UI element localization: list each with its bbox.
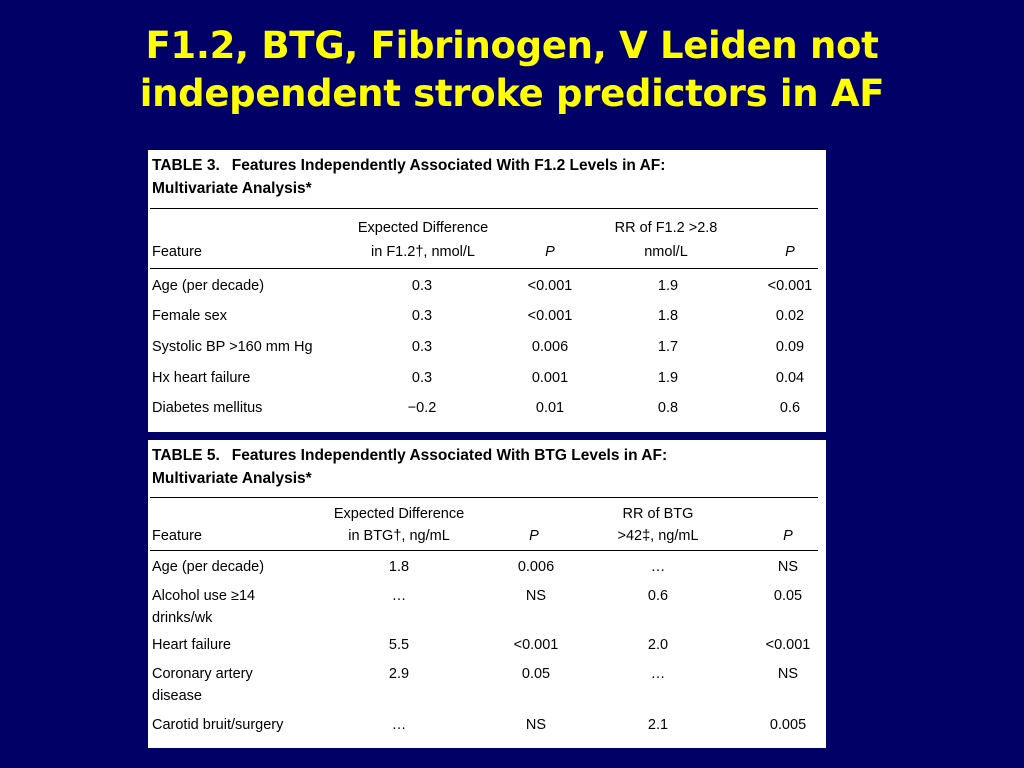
table-5-row-4-feature-cont: disease (152, 688, 202, 704)
table-5-header-feature: Feature (152, 528, 202, 544)
table-5-caption-line-1: Features Independently Associated With BTG Levels in AF: (231, 447, 668, 464)
table-5-row-1-p1: 0.006 (517, 559, 555, 575)
table-3-row-4-diff: 0.3 (411, 370, 433, 386)
table-5-header-rr-line-2: >42‡, ng/mL (617, 528, 699, 544)
table-5-row-2-rr: 0.6 (647, 588, 669, 604)
slide-title-line-1: F1.2, BTG, Fibrinogen, V Leiden not (145, 24, 879, 67)
table-5-header-p2: P (783, 528, 793, 544)
table-3-header-rr-line-1: RR of F1.2 >2.8 (614, 220, 718, 236)
table-5-label: TABLE 5. (152, 447, 220, 464)
table-5-panel (148, 440, 826, 748)
table-3-row-3-p2: 0.09 (775, 339, 805, 355)
table-5-row-3-diff: 5.5 (388, 637, 410, 653)
table-5-row-1-p2: NS (777, 559, 799, 575)
table-5-row-4-p2: NS (777, 666, 799, 682)
table-5-row-1-feature: Age (per decade) (152, 559, 265, 575)
table-3-caption-line-2: Multivariate Analysis* (152, 180, 312, 197)
table-5-row-5-feature: Carotid bruit/surgery (152, 717, 284, 733)
table-3-row-1-feature: Age (per decade) (152, 278, 265, 294)
table-3-row-2-p2: 0.02 (775, 308, 805, 324)
table-3-row-1-p2: <0.001 (767, 278, 813, 294)
table-3-header-p2: P (785, 244, 795, 260)
table-5-header-p1: P (529, 528, 539, 544)
table-3-row-5-rr: 0.8 (657, 400, 679, 416)
table-3-row-2-rr: 1.8 (657, 308, 679, 324)
table-5-row-3-feature: Heart failure (152, 637, 231, 653)
table-3-row-3-rr: 1.7 (657, 339, 679, 355)
table-3-row-1-rr: 1.9 (657, 278, 679, 294)
table-3-top-rule (150, 208, 818, 209)
table-5-top-rule (150, 497, 818, 498)
table-5-row-5-p2: 0.005 (769, 717, 807, 733)
table-3-row-5-p2: 0.6 (779, 400, 801, 416)
table-3-row-5-p1: 0.01 (535, 400, 565, 416)
table-5-row-3-p1: <0.001 (513, 637, 559, 653)
table-3-header-feature: Feature (152, 244, 202, 260)
table-5-header-diff-line-2: in BTG†, ng/mL (348, 528, 450, 544)
table-5-row-2-p2: 0.05 (773, 588, 803, 604)
table-5-row-2-feature-cont: drinks/wk (152, 610, 213, 626)
table-3-header-diff-line-2: in F1.2†, nmol/L (371, 244, 475, 260)
table-3-row-1-p1: <0.001 (527, 278, 573, 294)
table-3-label: TABLE 3. (152, 157, 220, 174)
table-5-row-4-feature: Coronary artery (152, 666, 253, 682)
table-5-row-2-p1: NS (525, 588, 547, 604)
table-5-caption-line-2: Multivariate Analysis* (152, 470, 312, 487)
table-3-row-3-p1: 0.006 (531, 339, 569, 355)
table-3-header-diff-line-1: Expected Difference (357, 220, 489, 236)
table-3-row-5-feature: Diabetes mellitus (152, 400, 263, 416)
table-3-row-5-diff: −0.2 (407, 400, 437, 416)
table-5-row-4-rr: … (650, 666, 666, 682)
table-3-row-3-diff: 0.3 (411, 339, 433, 355)
table-5-row-2-feature: Alcohol use ≥14 (152, 588, 256, 604)
table-5-caption (152, 444, 820, 490)
table-5-header-diff-line-1: Expected Difference (333, 506, 465, 522)
table-3-panel (148, 150, 826, 432)
slide-title (0, 22, 1024, 118)
table-3-row-2-feature: Female sex (152, 308, 227, 324)
table-3-header-rr-line-2: nmol/L (644, 244, 688, 260)
table-3-row-1-diff: 0.3 (411, 278, 433, 294)
table-3-caption-line-1: Features Independently Associated With F1.2 Levels in AF: (231, 157, 666, 174)
table-5-row-5-diff: … (391, 717, 407, 733)
table-5-row-3-rr: 2.0 (647, 637, 669, 653)
table-5-header-rule (150, 550, 818, 551)
table-5-row-5-rr: 2.1 (647, 717, 669, 733)
table-3-header-rule (150, 268, 818, 269)
table-3-row-2-p1: <0.001 (527, 308, 573, 324)
table-5-row-3-p2: <0.001 (765, 637, 811, 653)
table-5-row-4-diff: 2.9 (388, 666, 410, 682)
table-3-row-2-diff: 0.3 (411, 308, 433, 324)
table-3-row-4-rr: 1.9 (657, 370, 679, 386)
table-5-row-1-rr: … (650, 559, 666, 575)
table-5-row-4-p1: 0.05 (521, 666, 551, 682)
table-5-row-1-diff: 1.8 (388, 559, 410, 575)
table-5-row-2-diff: … (391, 588, 407, 604)
table-3-row-4-p1: 0.001 (531, 370, 569, 386)
table-5-row-5-p1: NS (525, 717, 547, 733)
table-3-row-4-feature: Hx heart failure (152, 370, 251, 386)
table-3-header-p1: P (545, 244, 555, 260)
slide-title-line-2: independent stroke predictors in AF (139, 72, 885, 115)
table-5-header-rr-line-1: RR of BTG (622, 506, 694, 522)
table-3-row-3-feature: Systolic BP >160 mm Hg (152, 339, 313, 355)
table-3-row-4-p2: 0.04 (775, 370, 805, 386)
table-3-caption (152, 154, 820, 200)
